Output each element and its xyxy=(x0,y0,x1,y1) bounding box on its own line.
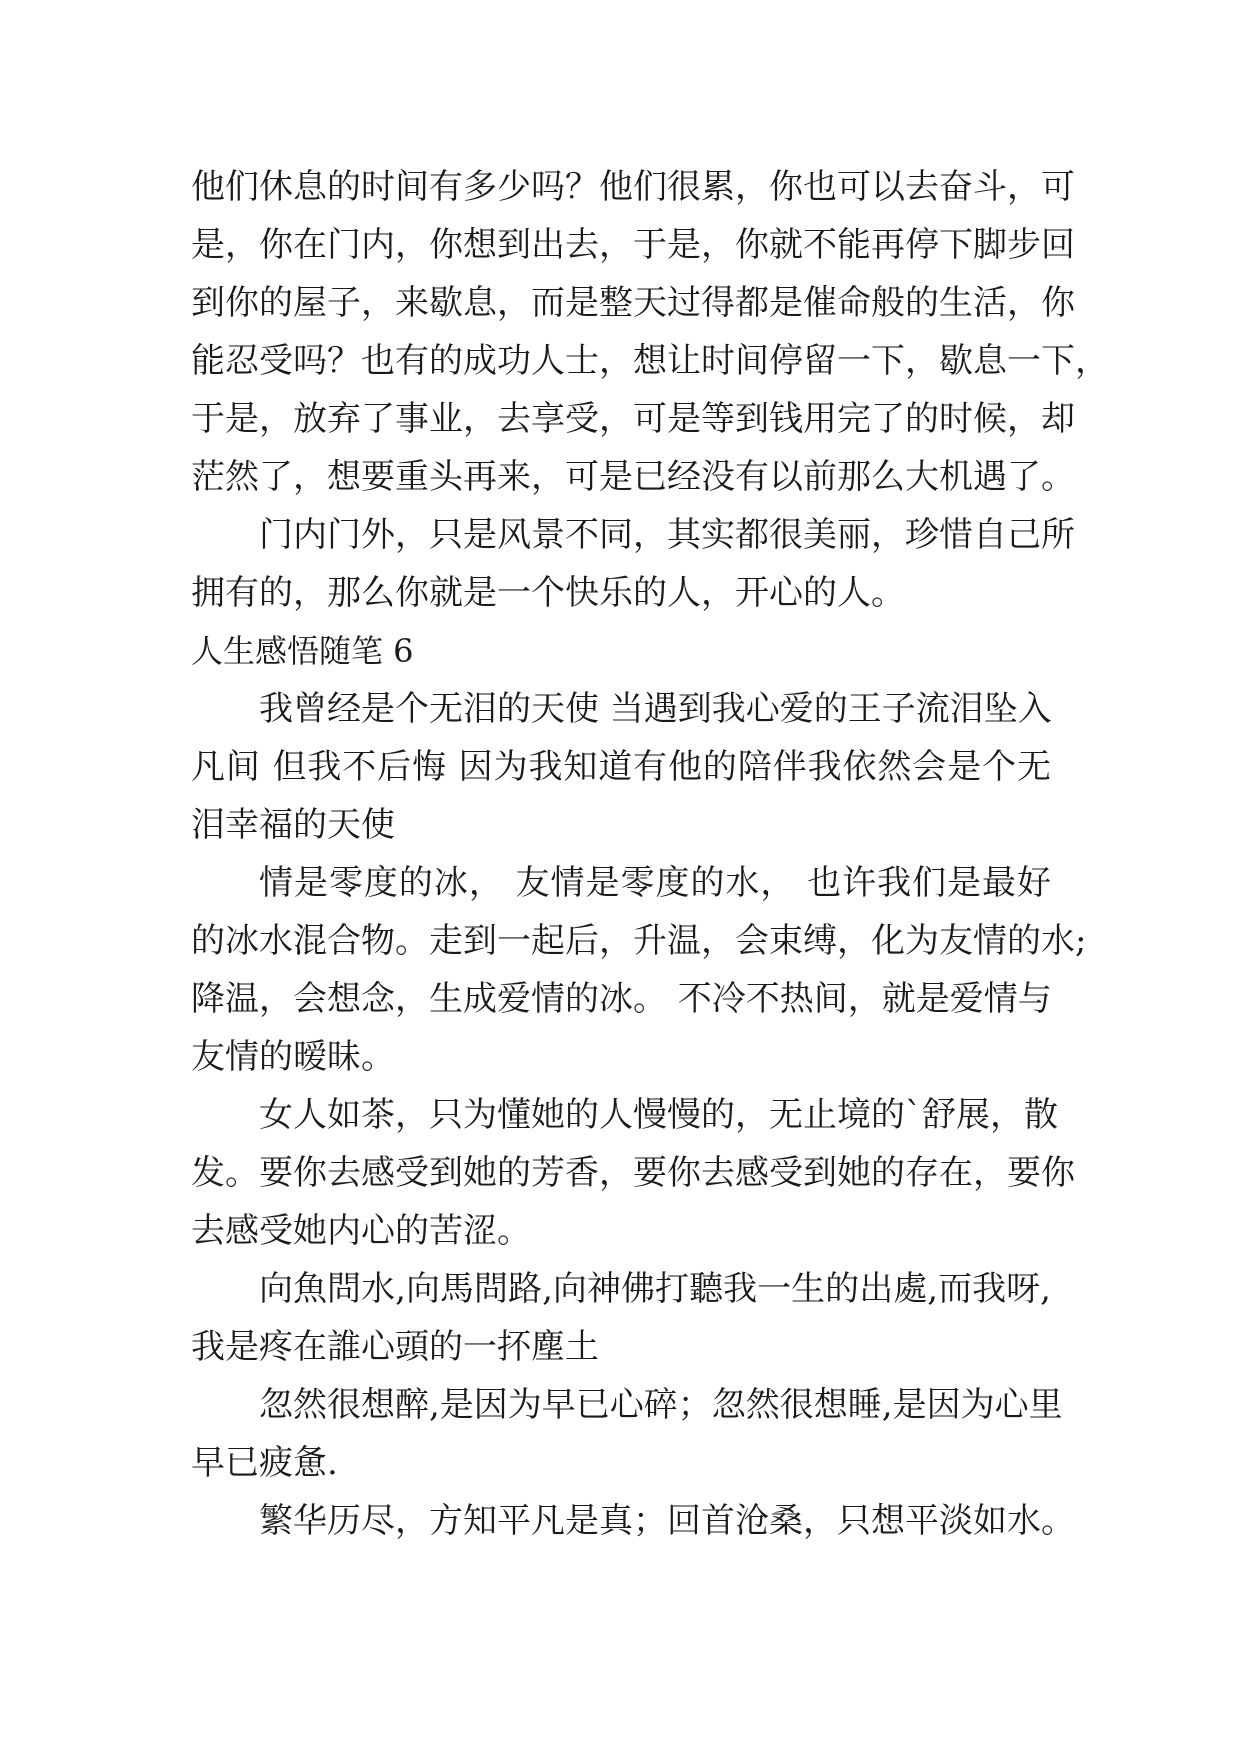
text-line: 拥有的，那么你就是一个快乐的人，开心的人。 xyxy=(191,573,905,613)
text-line: 凡间 但我不后悔 因为我知道有他的陪伴我依然会是个无 xyxy=(191,747,1051,787)
text-line: 繁华历尽，方知平凡是真；回首沧桑，只想平淡如水。 xyxy=(259,1501,1075,1541)
text-line: 他们休息的时间有多少吗？他们很累，你也可以去奋斗，可 xyxy=(191,167,1075,207)
text-line: 早已疲惫. xyxy=(191,1443,338,1483)
document-body xyxy=(191,158,1109,1550)
paragraph-fish xyxy=(191,1260,1071,1376)
text-line: 到你的屋子，来歇息，而是整天过得都是催命般的生活，你 xyxy=(191,283,1075,323)
paragraph-angel xyxy=(191,680,1071,854)
text-line: 我曾经是个无泪的天使 当遇到我心爱的王子流泪坠入 xyxy=(259,689,1052,729)
text-line: 女人如茶，只为懂她的人慢慢的，无止境的`舒展，散 xyxy=(259,1095,1058,1135)
paragraph-door xyxy=(191,506,1075,622)
text-line: 茫然了，想要重头再来，可是已经没有以前那么大机遇了。 xyxy=(191,457,1075,497)
paragraph-prosperity xyxy=(191,1492,1075,1550)
text-line: 友情的暧昧。 xyxy=(191,1037,395,1077)
text-line: 是，你在门内，你想到出去，于是，你就不能再停下脚步回 xyxy=(191,225,1075,265)
paragraph-tea xyxy=(191,1086,1075,1260)
text-line: 降温，会想念，生成爱情的冰。 不冷不热间，就是爱情与 xyxy=(191,979,1052,1019)
paragraph-ice xyxy=(191,854,1087,1086)
text-line: 能忍受吗？也有的成功人士，想让时间停留一下，歇息一下， xyxy=(191,341,1109,381)
paragraph-drunk xyxy=(191,1376,1071,1492)
paragraph-intro xyxy=(191,158,1109,506)
text-line: 门内门外，只是风景不同，其实都很美丽，珍惜自己所 xyxy=(259,515,1075,555)
text-line: 情是零度的冰， 友情是零度的水， 也许我们是最好 xyxy=(259,863,1051,903)
text-line: 泪幸福的天使 xyxy=(191,805,395,845)
text-line: 于是，放弃了事业，去享受，可是等到钱用完了的时候，却 xyxy=(191,399,1075,439)
section-title: 人生感悟随笔 6 xyxy=(191,632,414,670)
text-line: 忽然很想醉,是因为早已心碎；忽然很想睡,是因为心里 xyxy=(259,1385,1063,1425)
text-line: 向魚問水,向馬問路,向神佛打聽我一生的出處,而我呀, xyxy=(259,1269,1051,1309)
text-line: 我是疼在誰心頭的一抔塵土 xyxy=(191,1327,599,1367)
text-line: 发。要你去感受到她的芳香，要你去感受到她的存在，要你 xyxy=(191,1153,1075,1193)
text-line: 去感受她内心的苦涩。 xyxy=(191,1211,531,1251)
text-line: 的冰水混合物。走到一起后，升温，会束缚，化为友情的水; xyxy=(191,921,1087,961)
